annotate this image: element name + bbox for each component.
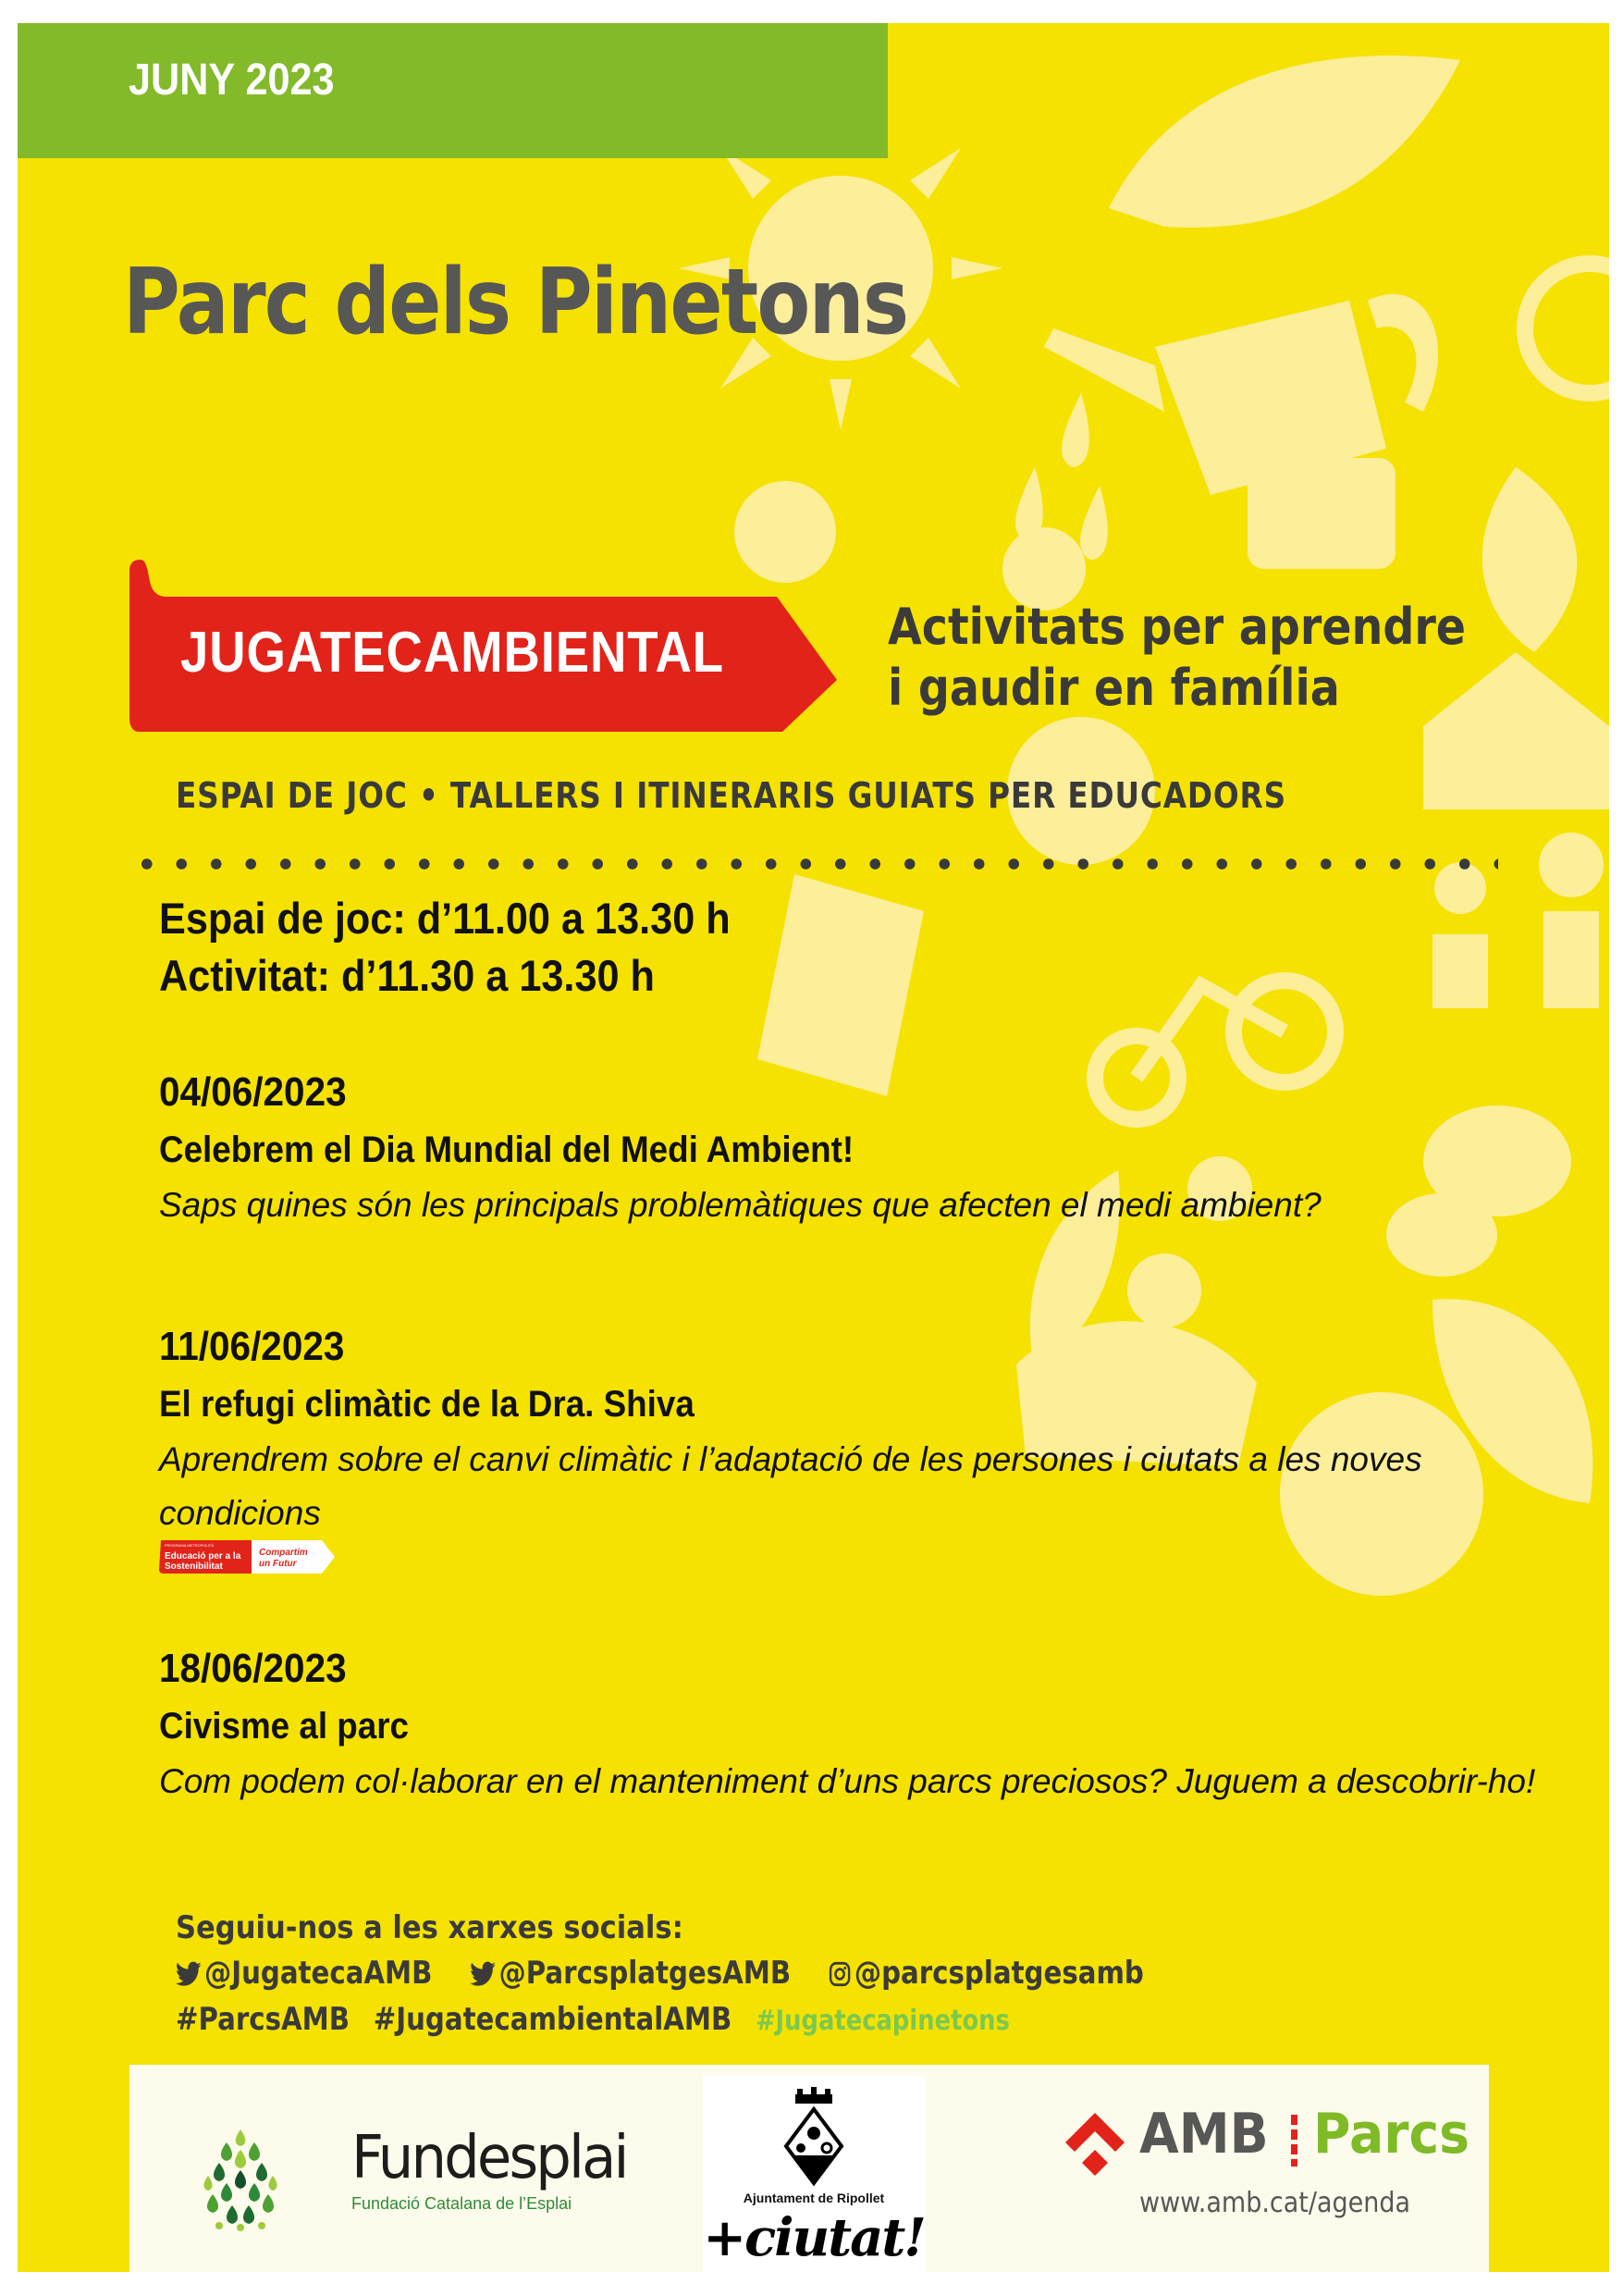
amb-separator [1291, 2115, 1297, 2166]
program-subheading: ESPAI DE JOC • TALLERS I ITINERARIS GUIATS PER EDUCADORS [176, 775, 1286, 816]
svg-text:Educació per a la: Educació per a la [165, 1551, 241, 1562]
ripollet-slogan: +ciutat! [703, 2207, 925, 2268]
event-date: 11/06/2023 [159, 1324, 345, 1369]
amb-url-link[interactable]: www.amb.cat/agenda [1139, 2187, 1411, 2219]
social-account[interactable] [471, 1955, 815, 1992]
fundesplai-name: Fundesplai [351, 2124, 627, 2192]
twitter-handle: @JugatecaAMB [203, 1955, 433, 1992]
instagram-icon [829, 1961, 851, 1987]
play-space-hours: Espai de joc: d’11.00 a 13.30 h [159, 894, 731, 943]
event-item [159, 1318, 1546, 1540]
event-description: Com podem col·laborar en el manteniment d’uns parcs preciosos? Juguem a descobrir-ho! [159, 1762, 1536, 1800]
fundesplai-logo [199, 2124, 627, 2236]
twitter-icon [176, 1961, 202, 1987]
month-label: JUNY 2023 [129, 56, 335, 105]
education-sustainability-badge [159, 1538, 335, 1575]
dotted-divider [129, 857, 1498, 871]
tagline-line-2: i gaudir en família [888, 659, 1340, 717]
social-accounts-row [176, 1950, 1173, 1996]
sponsor-logos [129, 2065, 1489, 2272]
ripollet-name: Ajuntament de Ripollet [743, 2191, 885, 2205]
event-title: Celebrem el Dia Mundial del Medi Ambient! [159, 1129, 855, 1170]
svg-text:Sostenibilitat: Sostenibilitat [165, 1562, 223, 1572]
event-date: 04/06/2023 [159, 1069, 347, 1115]
amb-diamond-icon [1064, 2113, 1126, 2178]
hashtags-row [176, 1996, 1173, 2044]
tagline-line-1: Activitats per aprendre [888, 598, 1467, 656]
event-description: Saps quines són les principals problemàtiques que afecten el medi ambient? [159, 1186, 1322, 1224]
event-date: 18/06/2023 [159, 1646, 347, 1691]
instagram-handle: @parcsplatgesamb [854, 1955, 1144, 1992]
event-title: Civisme al parc [159, 1706, 410, 1747]
fundesplai-leaf-icon [199, 2129, 282, 2231]
hashtag[interactable]: #ParcsAMB [176, 2001, 350, 2038]
svg-text:PROGRAMA METROPOLITÀ: PROGRAMA METROPOLITÀ [165, 1543, 214, 1548]
event-item [159, 1640, 1546, 1808]
program-tagline [888, 597, 1466, 719]
ripollet-coat-of-arms-icon [703, 2076, 925, 2187]
twitter-icon [471, 1961, 497, 1987]
svg-text:Compartim: Compartim [259, 1548, 308, 1558]
event-title: El refugi climàtic de la Dra. Shiva [159, 1384, 695, 1425]
hashtag-highlight[interactable]: #Jugatecapinetons [755, 2005, 1010, 2037]
social-account[interactable] [176, 1955, 456, 1992]
month-banner [18, 23, 888, 158]
hashtag[interactable]: #JugatecambientalAMB [373, 2001, 732, 2038]
svg-text:un Futur: un Futur [259, 1559, 297, 1569]
ripollet-logo [703, 2076, 925, 2272]
social-heading: Seguiu-nos a les xarxes socials: [176, 1909, 683, 1946]
twitter-handle: @ParcsplatgesAMB [498, 1955, 792, 1992]
social-media-section [176, 1906, 1334, 2044]
fundesplai-subtitle: Fundació Catalana de l’Esplai [351, 2194, 572, 2213]
page-title: Parc dels Pinetons [123, 250, 908, 355]
social-account[interactable] [829, 1955, 1158, 1992]
amb-name: AMB [1139, 2102, 1269, 2166]
activity-hours: Activitat: d’11.30 a 13.30 h [159, 951, 655, 1000]
amb-section: Parcs [1313, 2102, 1470, 2166]
event-description: Aprendrem sobre el canvi climàtic i l’adaptació de les persones i ciutats a les noves condicions [159, 1440, 1422, 1532]
schedule-hours [159, 890, 731, 1005]
event-item [159, 1064, 1546, 1232]
program-name: JUGATECAMBIENTAL [180, 621, 724, 685]
